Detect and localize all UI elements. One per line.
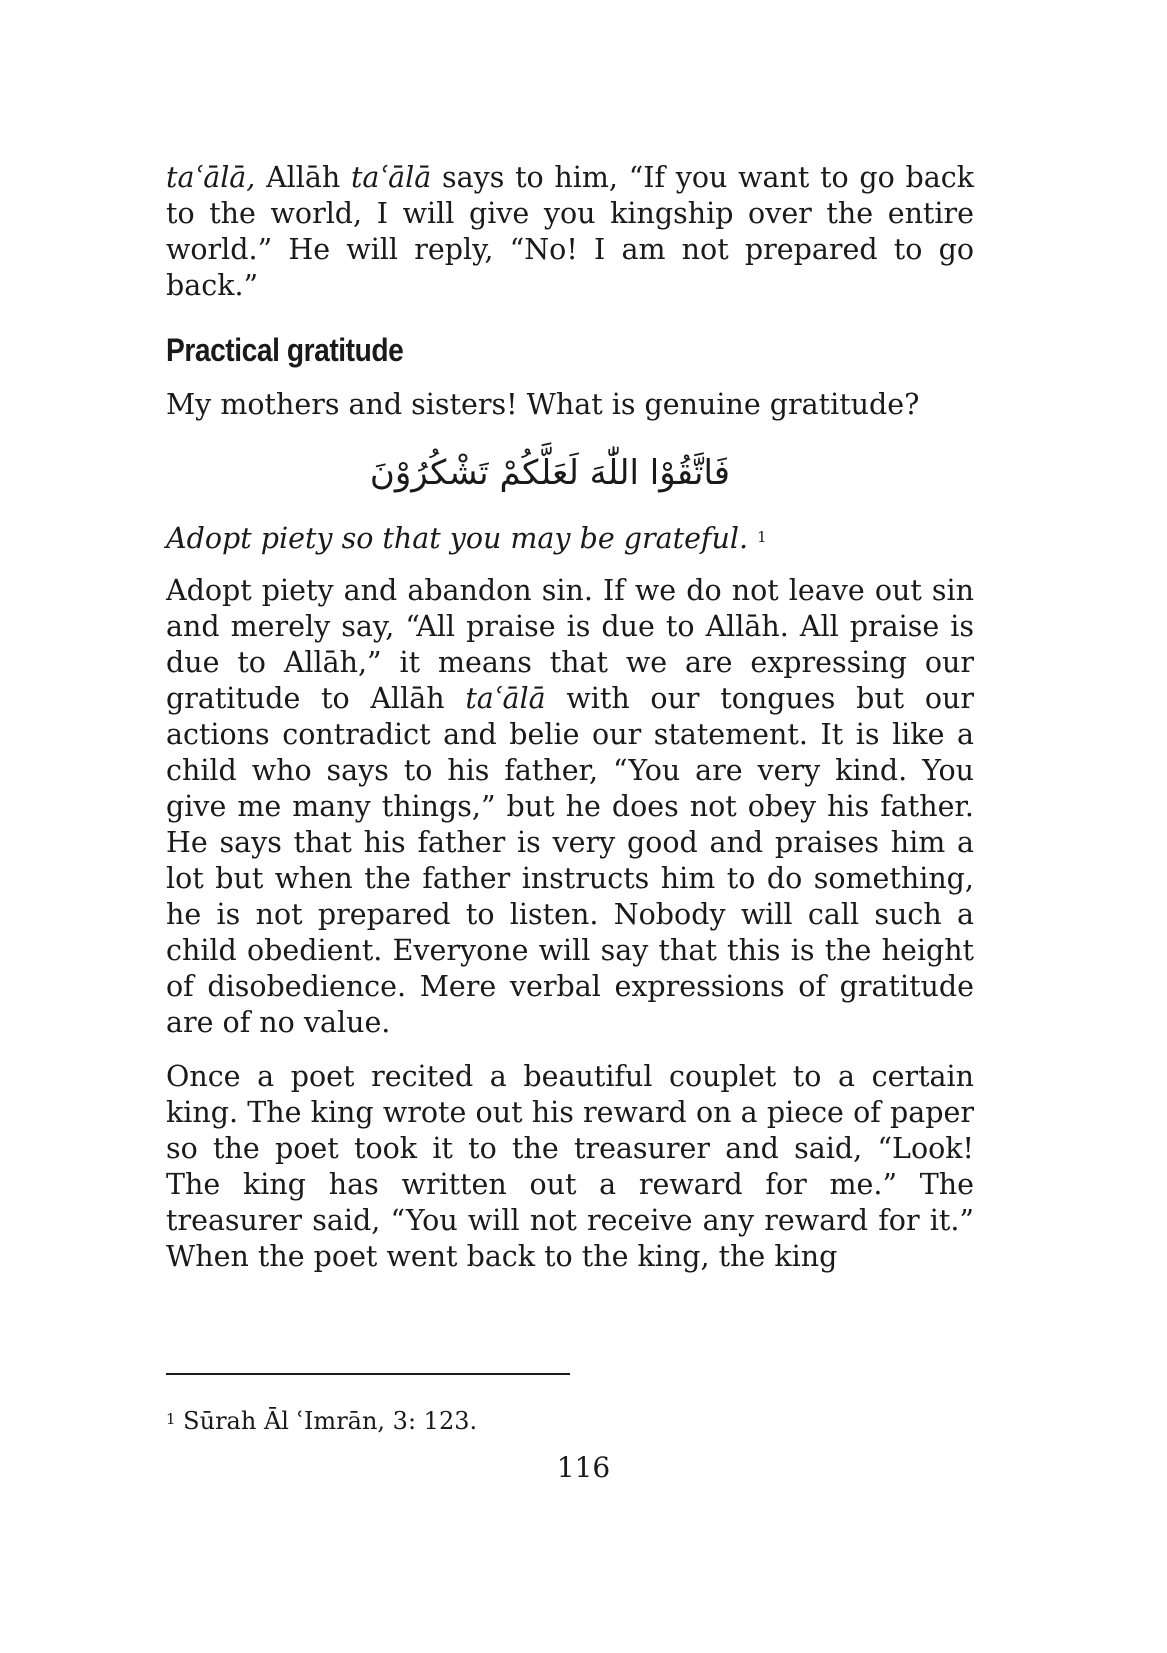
- opening-italic-1: taʿālā,: [166, 161, 256, 194]
- opening-text-2: says to him, “If you want to go back to the world, I will give you kingship over the entire world.” He will reply, “No! I am not prepared to go back.”: [166, 161, 974, 302]
- verse-translation-text: Adopt piety so that you may be grateful.: [166, 522, 749, 555]
- footnote-marker: 1: [166, 1410, 176, 1428]
- footnote-divider: [166, 1373, 570, 1375]
- footnote: [166, 1406, 477, 1436]
- footnote-text: Sūrah Āl ʿImrān, 3: 123.: [175, 1407, 478, 1435]
- paragraph-gap: [166, 1041, 974, 1059]
- verse-translation: [166, 521, 974, 557]
- footnote-ref: 1: [757, 528, 767, 546]
- page-body: [166, 160, 974, 1275]
- paragraph-piety-italic: taʿālā: [465, 682, 546, 715]
- section-heading: Practical gratitude: [166, 332, 404, 368]
- page-number: 116: [556, 1451, 611, 1484]
- question-line: My mothers and sisters! What is genuine gratitude?: [166, 388, 920, 421]
- paragraph-piety-text-2: with our tongues but our actions contradict and belie our statement. It is like a child who says to his father, “You are very kind. You give me many things,” but he does not obey his father. He says that his father is very good and praises him a lot but when the father instructs him to do something, he is not prepared to listen. Nobody will call such a child obedient. Everyone will say that this is the height of disobedience. Mere verbal expressions of gratitude are of no value.: [166, 682, 975, 1039]
- paragraph-piety-text-1: Adopt piety and abandon sin. If we do not leave out sin and merely say, “All praise is due to Allāh. All praise is due to Allāh,” it means that we are expressing our gratitude to Allāh: [166, 574, 974, 715]
- paragraph-piety: [166, 573, 974, 1041]
- opening-paragraph: [166, 160, 974, 304]
- paragraph-poet: Once a poet recited a beautiful couplet to a certain king. The king wrote out his reward on a piece of paper so the poet took it to the treasurer and said, “Look! The king has written out a reward for me.” The treasurer said, “You will not receive any reward for it.” When the poet went back to the king, the king: [166, 1060, 974, 1273]
- opening-italic-2: taʿālā: [350, 161, 432, 194]
- opening-text-1: Allāh: [255, 161, 351, 194]
- arabic-verse: فَاتَّقُوْا اللّٰهَ لَعَلَّكُمْ تَشْكُرُوْنَ: [369, 453, 731, 493]
